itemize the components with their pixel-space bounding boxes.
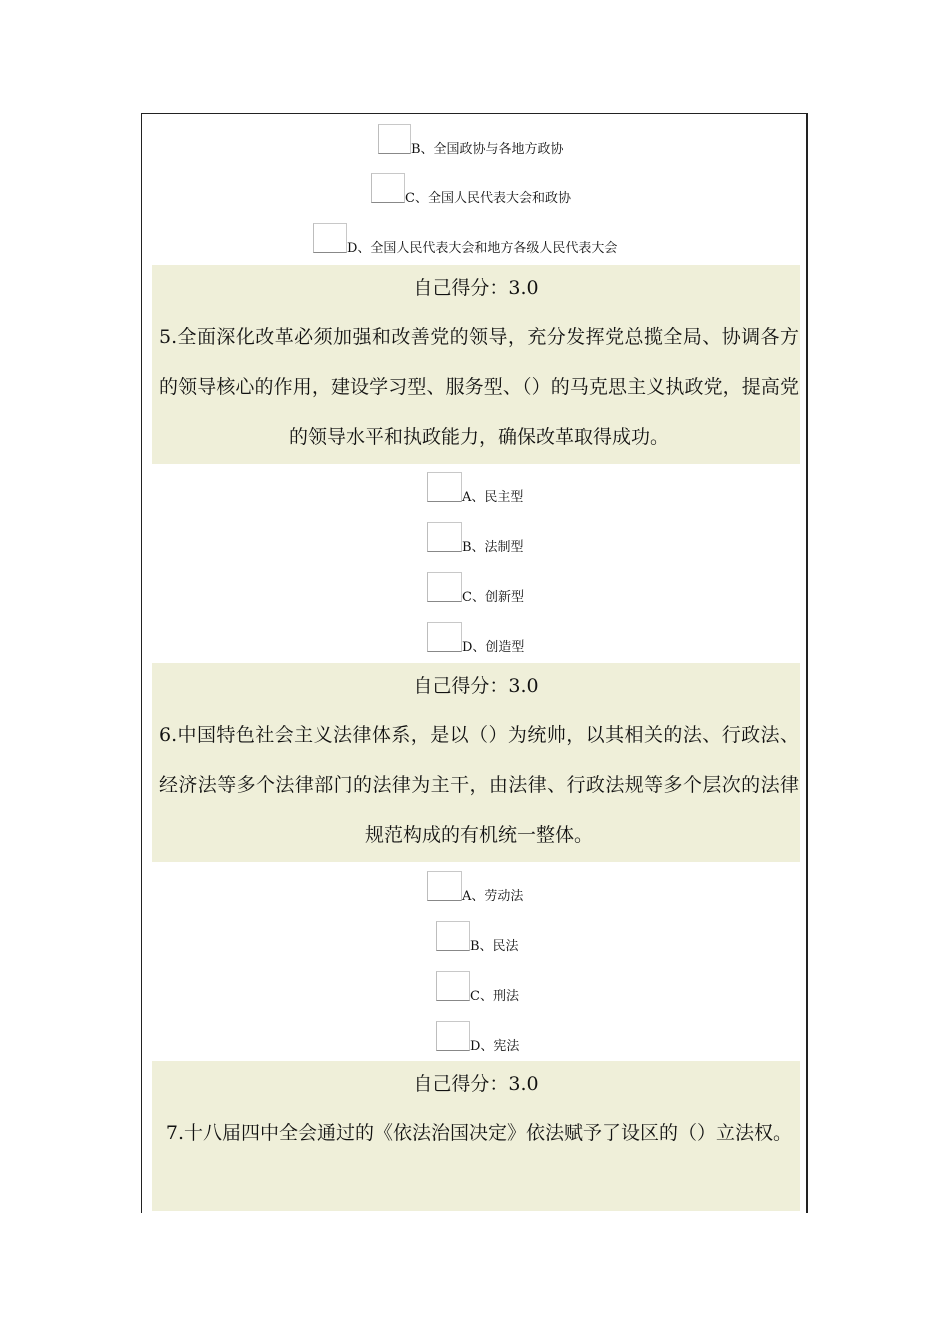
q4-option-d-checkbox[interactable] <box>313 223 347 253</box>
q5-option-a[interactable] <box>427 472 577 505</box>
q6-option-d[interactable] <box>436 1021 586 1054</box>
q5-option-c-label: C、创新型 <box>462 590 524 605</box>
q5-option-a-label: A、民主型 <box>462 490 524 505</box>
q5-option-b[interactable] <box>427 522 577 555</box>
question-6-block <box>152 663 800 862</box>
q5-option-c-checkbox[interactable] <box>427 572 462 602</box>
q6-option-a[interactable] <box>427 871 577 904</box>
q6-option-a-checkbox[interactable] <box>427 871 462 901</box>
q4-option-c-checkbox[interactable] <box>371 173 405 203</box>
q5-option-c[interactable] <box>427 572 577 605</box>
q6-option-b-checkbox[interactable] <box>436 921 470 951</box>
q7-score: 自己得分：3.0 <box>413 1073 539 1095</box>
q7-text: 7.十八届四中全会通过的《依法治国决定》依法赋予了设区的（）立法权。 <box>165 1122 793 1144</box>
q6-option-d-label: D、宪法 <box>470 1039 520 1054</box>
q6-option-c-label: C、刑法 <box>470 989 519 1004</box>
q4-option-d[interactable] <box>313 223 673 256</box>
q4-option-d-label: D、全国人民代表大会和地方各级人民代表大会 <box>347 241 618 256</box>
q4-option-b-label: B、全国政协与各地方政协 <box>411 142 564 157</box>
q5-option-d[interactable] <box>427 622 577 655</box>
q4-option-c-label: C、全国人民代表大会和政协 <box>405 191 571 206</box>
q6-option-b[interactable] <box>436 921 586 954</box>
q6-option-b-label: B、民法 <box>470 939 519 954</box>
q6-text: 6.中国特色社会主义法律体系，是以（）为统帅，以其相关的法、行政法、经济法等多个法律部门的法律为主干，由法律、行政法规等多个层次的法律规范构成的有机统一整体。 <box>159 724 799 846</box>
q5-option-b-checkbox[interactable] <box>427 522 462 552</box>
q6-option-d-checkbox[interactable] <box>436 1021 470 1051</box>
q5-score: 自己得分：3.0 <box>413 277 539 299</box>
question-5-block <box>152 265 800 464</box>
q6-score: 自己得分：3.0 <box>413 675 539 697</box>
q6-option-c[interactable] <box>436 971 586 1004</box>
q4-option-c[interactable] <box>371 173 631 206</box>
q5-option-d-checkbox[interactable] <box>427 622 462 652</box>
q4-option-b[interactable] <box>378 124 638 157</box>
question-7-block <box>152 1061 800 1211</box>
q4-option-b-checkbox[interactable] <box>378 124 411 154</box>
q6-option-a-label: A、劳动法 <box>462 889 524 904</box>
q5-text: 5.全面深化改革必须加强和改善党的领导，充分发挥党总揽全局、协调各方的领导核心的作用，建设学习型、服务型、（）的马克思主义执政党，提高党的领导水平和执政能力，确保改革取得成功。 <box>159 326 799 448</box>
q6-option-c-checkbox[interactable] <box>436 971 470 1001</box>
q5-option-a-checkbox[interactable] <box>427 472 462 502</box>
q5-option-b-label: B、法制型 <box>462 540 524 555</box>
q5-option-d-label: D、创造型 <box>462 640 525 655</box>
